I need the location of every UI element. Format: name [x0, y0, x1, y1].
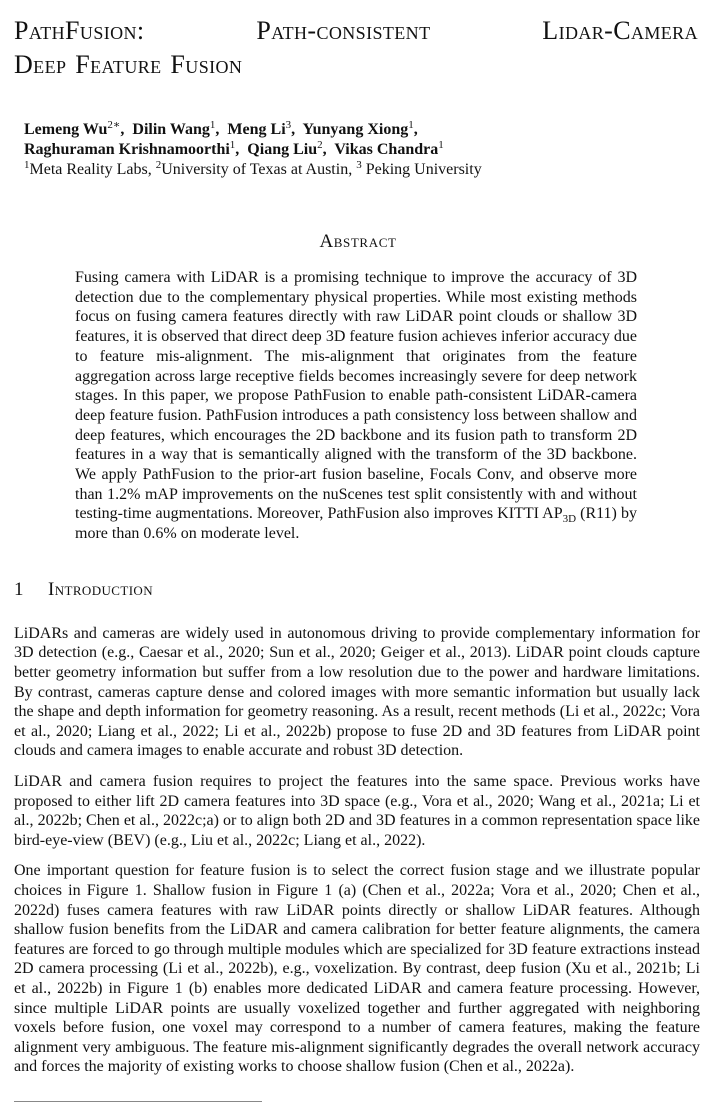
intro-paragraph-1: LiDARs and cameras are widely used in autonomous driving to provide complementary information for 3D detection (e.g., Caesar et al., 2020; Sun et al., 2020; Geiger et al., 2013). LiDAR point clouds capture better geometry information but suffer from a low resolution due to the power and hardware limitations. By contrast, cameras capture dense and colored images with more semantic information but usually lack the shape and depth information for geometry reasoning. As a result, recent methods (Li et al., 2022c; Vora et al., 2020; Liang et al., 2022; Li et al., 2022b) propose to fuse 2D and 3D features from LiDAR point clouds and camera images to enable accurate and robust 3D detection.	[14, 624, 700, 760]
author-name: Yunyang Xiong	[302, 121, 409, 138]
abstract-subscript: 3D	[562, 513, 577, 526]
author-name: Dilin Wang	[132, 121, 210, 138]
intro-paragraph-3: One important question for feature fusion is to select the correct fusion stage and we illustrate popular choices in Figure 1. Shallow fusion in Figure 1 (a) (Chen et al., 2022a; Vora et al., 2020; Chen et al., 2022d) fuses camera features with raw LiDAR points directly or shallow LiDAR features. Although shallow fusion benefits from the LiDAR and camera calibration for better feature alignments, the camera features are forced to go through multiple modules which are specialized for 3D feature extractions instead 2D camera processing (Li et al., 2022b), e.g., voxelization. By contrast, deep fusion (Xu et al., 2021b; Li et al., 2022b) in Figure 1 (b) enables more dedicated LiDAR and camera feature processing. However, since multiple LiDAR points are usually voxelized together and further aggregated with neighboring voxels before fusion, one voxel may correspond to a number of camera features, making the feature alignment very ambiguous. The feature mis-alignment significantly degrades the overall network accuracy and forces the majority of existing works to choose shallow fusion (Chen et al., 2022a).	[14, 862, 700, 1076]
author-affiliation-mark: 2	[317, 139, 323, 151]
abstract-text	[75, 268, 637, 544]
paper-page	[14, 14, 702, 1077]
title-word-2: Path-consistent	[256, 16, 431, 45]
abstract-text-main: Fusing camera with LiDAR is a promising technique to improve the accuracy of 3D detection due to the complementary physical properties. While most existing methods focus on fusing camera features directly with raw LiDAR point clouds or shallow 3D features, it is observed that direct deep 3D feature fusion achieves inferior accuracy due to feature mis-alignment. The mis-alignment that originates from the feature aggregation across large receptive fields becomes increasingly severe for deep network stages. In this paper, we propose PathFusion to enable path-consistent LiDAR-camera deep feature fusion. PathFusion introduces a path consistency loss between shallow and deep features, which encourages the 2D backbone and its fusion path to transform 2D features in a way that is semantically aligned with the transform of the 3D backbone. We apply PathFusion to the prior-art fusion baseline, Focals Conv, and observe more than 1.2% mAP improvements on the nuScenes test split consistently with and without testing-time augmentations. Moreover, PathFusion also improves KITTI AP	[75, 269, 637, 523]
author-names: Lemeng $Wu^{2∗}$, Dilin Wang$^1$, Meng Li$^3$, Yunyang Xiong$^1$, Raghuraman Krishnamoorthi$^1$, Qiang Liu$^2$, Vikas Chandra$^1$	[24, 119, 444, 158]
author-name: Lemeng Wu	[24, 121, 108, 138]
author-affiliation-mark: 1	[209, 119, 216, 131]
author-affiliation-mark: 3	[285, 119, 292, 131]
author-affiliation-mark: 1	[229, 139, 236, 151]
author-name: Meng Li	[227, 121, 286, 138]
author-name: Qiang Liu	[247, 141, 318, 158]
affiliation-mark: 3	[356, 159, 362, 171]
author-block	[24, 120, 702, 180]
footnote-rule	[14, 1101, 262, 1102]
abstract-heading: Abstract	[319, 231, 397, 252]
affiliation-name: Meta Reality Labs,	[29, 161, 156, 178]
title-line-2: Deep Feature Fusion	[14, 50, 243, 79]
section-number: 1	[14, 578, 24, 600]
affiliation-name: Peking University	[361, 161, 482, 178]
abstract-text-end: (R11) by more than 0.6% on moderate level.	[75, 505, 637, 543]
affiliation-name: University of Texas at Austin,	[161, 161, 357, 178]
corresponding-author-mark: ∗	[112, 119, 121, 131]
title-line-1	[14, 14, 698, 48]
author-name: Raghuraman Krishnamoorthi	[24, 141, 230, 158]
affiliations	[24, 160, 702, 180]
title-word-1: PathFusion:	[14, 16, 145, 45]
section-heading-introduction	[14, 578, 702, 602]
author-affiliation-mark: 1	[408, 119, 414, 131]
paper-title	[14, 14, 702, 82]
author-affiliation-mark: 1	[438, 139, 444, 151]
title-word-3: Lidar-Camera	[542, 16, 698, 45]
author-affiliation-mark: 2	[107, 119, 113, 131]
author-name: Vikas Chandra	[334, 141, 439, 158]
affiliation-mark: 1	[24, 159, 30, 171]
section-title: Introduction	[48, 578, 154, 600]
intro-paragraph-2: LiDAR and camera fusion requires to project the features into the same space. Previous works have proposed to either lift 2D camera features into 3D space (e.g., Vora et al., 2020; Wang et al., 2021a; Li et al., 2022b; Chen et al., 2022c;a) or to align both 2D and 3D features in a common representation space like bird-eye-view (BEV) (e.g., Liu et al., 2022c; Liang et al., 2022).	[14, 773, 700, 849]
affiliation-mark: 2	[155, 159, 162, 171]
